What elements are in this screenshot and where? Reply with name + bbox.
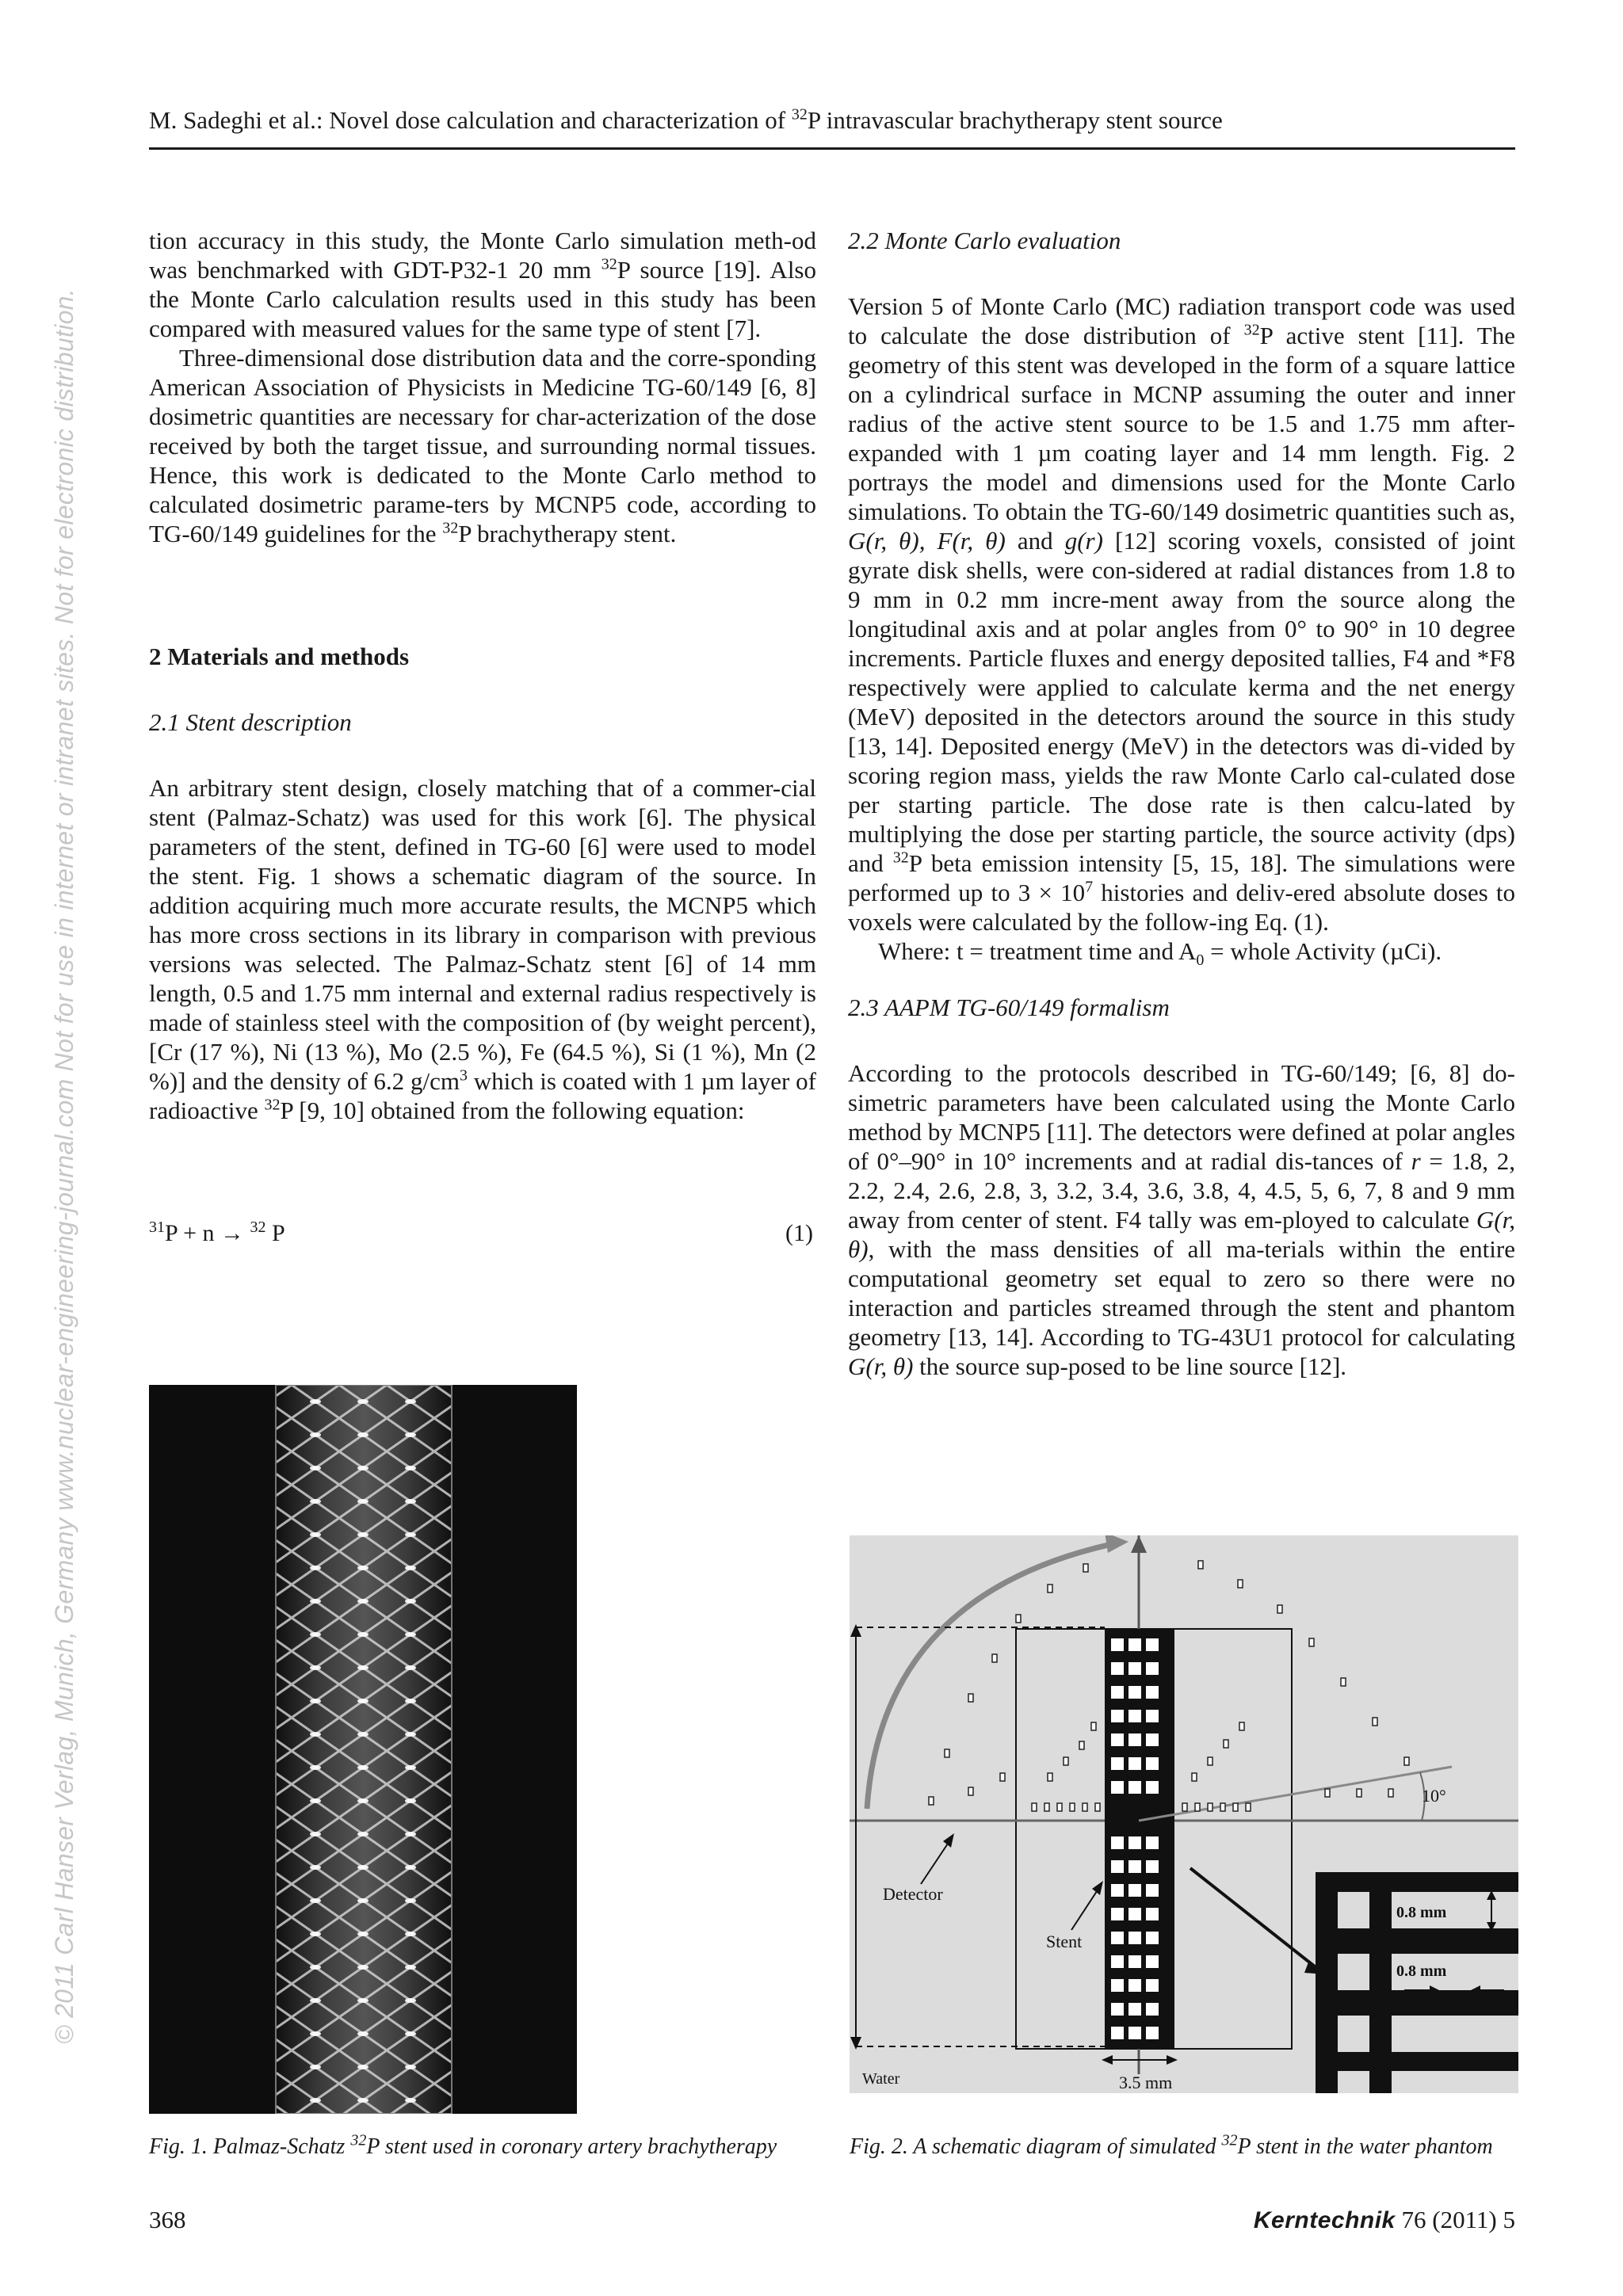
label-dim-bottom: 3.5 mm	[1119, 2073, 1173, 2092]
subsection-heading-stent: 2.1 Stent description	[149, 708, 352, 736]
header-text-end: P intravascular brachytherapy stent source	[807, 106, 1223, 134]
header-rule	[149, 147, 1515, 150]
stent-mesh-illustration	[149, 1385, 577, 2114]
page-number: 368	[149, 2206, 186, 2233]
paragraph-tg60: Three-dimensional dose distribution data and the corre-sponding American Association of Physicists in Medicine TG-60/149 [6, 8] dosimetric quantities are necessary for char-acterization of the dose received by both the target tissue, and surrounding normal tissues. Hence, this work is dedicated to the Monte Carlo method to calculated dosimetric parame-ters by MCNP5 code, according to TG-60/149 guidelines for the $^{32}$P brachytherapy stent.	[149, 344, 816, 547]
left-column	[149, 226, 816, 1125]
running-header	[149, 105, 1515, 136]
label-angle: 10°	[1422, 1786, 1446, 1806]
figure-2-schematic	[850, 1535, 1518, 2093]
equation-number: (1)	[785, 1220, 813, 1246]
label-stent: Stent	[1046, 1932, 1083, 1951]
paragraph-where: Where: t = treatment time and $A_0$ = whole Activity (µCi).	[878, 937, 1442, 970]
schematic-diagram	[850, 1535, 1518, 2093]
figure-1-caption: Fig. 1. Palmaz-Schatz $^{32}$P stent used in coronary artery brachytherapy	[149, 2131, 777, 2159]
header-sup: 32	[791, 105, 808, 124]
paragraph-stent-description: An arbitrary stent design, closely matching that of a commer-cial stent (Palmaz-Schatz) was used for this work [6]. The physical parameters of the stent, defined in TG-60 [6] were used to model the stent. Fig. 1 shows a schematic diagram of the source. In addition acquiring much more accurate results, the MCNP5 which has more cross sections in its library in comparison with previous versions was selected. The Palmaz-Schatz stent [6] of 14 mm length, 0.5 and 1.75 mm internal and external radius respectively is made of stainless steel with the composition of (by weight percent), [Cr (17 %), Ni (13 %), Mo (2.5 %), Fe (64.5 %), Si (1 %), Mn (2 %)] and the density of 6.2 $g/cm^3$ which is coated with 1 µm layer of radioactive $^{32}$P [9, 10] obtained from the following equation:	[149, 774, 816, 1124]
label-water: Water	[862, 2070, 900, 2088]
label-dim-mid: 0.8 mm	[1396, 1962, 1447, 1980]
paragraph-intro-end: tion accuracy in this study, the Monte Carlo simulation meth-od was benchmarked with GDT-P32-1 20 mm $^{32}$P source [19]. Also the Monte Carlo calculation results used in this study has been compared with measured values for the same type of stent [7].	[149, 227, 817, 342]
section-heading-materials: 2 Materials and methods	[149, 643, 410, 670]
figure-1-stent-photo	[149, 1385, 577, 2114]
figure-2-caption: Fig. 2. A schematic diagram of simulated $^{32}$P stent in the water phantom	[850, 2131, 1493, 2159]
journal-name: Kerntechnik	[1253, 2207, 1396, 2233]
right-column	[848, 226, 1515, 1381]
label-detector: Detector	[883, 1884, 943, 1904]
subsection-heading-formalism: 2.3 AAPM TG-60/149 formalism	[848, 994, 1170, 1021]
equation-1: $^{31}$P + n → $^{32}$ P (1)	[149, 1219, 813, 1246]
copyright-watermark: © 2011 Carl Hanser Verlag, Munich, Germany www.nuclear-engineering-journal.com Not for use in internet or intranet sites. Not for electronic distribution.	[50, 288, 78, 2044]
subsection-heading-monte-carlo: 2.2 Monte Carlo evaluation	[848, 227, 1121, 254]
header-text: M. Sadeghi et al.: Novel dose calculation and characterization of	[149, 106, 792, 134]
paragraph-formalism: According to the protocols described in TG-60/149; [6, 8] do-simetric parameters have been calculated using the Monte Carlo method by MCNP5 [11]. The detectors were defined at polar angles of 0°–90° in 10° increments and at radial dis-tances of r = 1.8, 2, 2.2, 2.4, 2.6, 2.8, 3, 3.2, 3.4, 3.6, 3.8, 4, 4.5, 5, 6, 7, 8 and 9 mm away from center of stent. F4 tally was em-ployed to calculate G(r, θ), with the mass densities of all ma-terials within the entire computational geometry set equal to zero so there were no interaction and particles streamed through the stent and phantom geometry [13, 14]. According to TG-43U1 protocol for calculating G(r, θ) the source sup-posed to be line source [12].	[848, 1059, 1515, 1380]
paragraph-monte-carlo: Version 5 of Monte Carlo (MC) radiation transport code was used to calculate the dose distribution of $^{32}$P active stent [11]. The geometry of this stent was developed in the form of a square lattice on a cylindrical surface in MCNP assuming the outer and inner radius of the active stent source to be 1.5 and 1.75 mm after-expanded with 1 µm coating layer and 14 mm length. Fig. 2 portrays the model and dimensions used for the Monte Carlo simulations. To obtain the TG-60/149 dosimetric quantities such as, G(r, θ), F(r, θ) and g(r) [12] scoring voxels, consisted of joint gyrate disk shells, were con-sidered at radial distances from 1.8 to 9 mm in 0.2 mm incre-ment away from the source along the longitudinal axis and at polar angles from 0° to 90° in 10 degree increments. Particle fluxes and energy deposited tallies, F4 and *F8 respectively were applied to calculate kerma and the net energy (MeV) deposited in the detectors around the source in this study [13, 14]. Deposited energy (MeV) in the detectors was di-vided by scoring region mass, yields the raw Monte Carlo cal-culated dose per starting particle. The dose rate is then calcu-lated by multiplying the dose per starting particle, the source activity (dps) and $^{32}$P beta emission intensity [5, 15, 18]. The simulations were performed up to $3 \times 10^7$ histories and deliv-ered absolute doses to voxels were calculated by the follow-ing Eq. (1).	[848, 292, 1516, 936]
journal-issue: 76 (2011) 5	[1395, 2206, 1515, 2233]
label-dim-top: 0.8 mm	[1396, 1904, 1447, 1921]
journal-citation	[1254, 2206, 1515, 2234]
